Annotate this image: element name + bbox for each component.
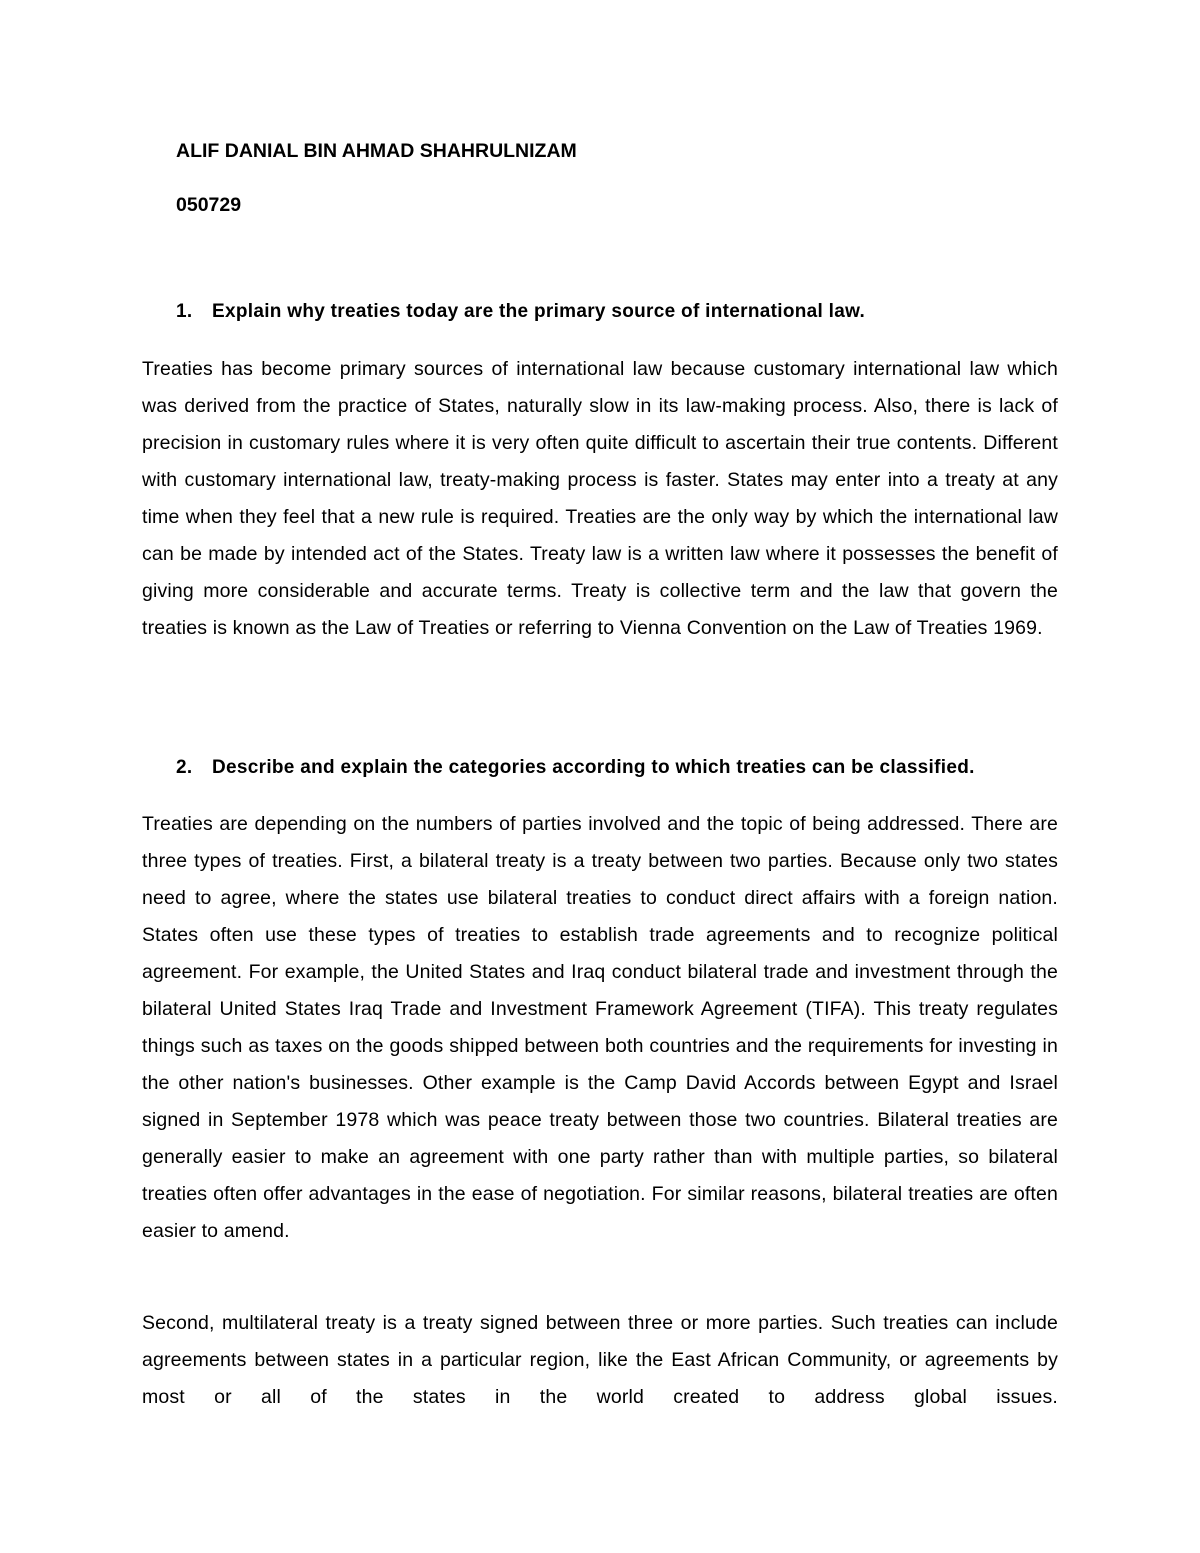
student-id: 050729: [176, 194, 242, 216]
question-1-text: Explain why treaties today are the primary source of international law.: [212, 301, 866, 322]
question-1-number: 1.: [176, 301, 193, 322]
author-name: ALIF DANIAL BIN AHMAD SHAHRULNIZAM: [176, 140, 577, 162]
answer-2-paragraph-1: Treaties are depending on the numbers of parties involved and the topic of being addressed. There are three types of treaties. First, a bilateral treaty is a treaty between two parties. Because only two states need to agree, where the states use bilateral treaties to conduct direct affairs with a foreign nation. States often use these types of treaties to establish trade agreements and to recognize political agreement. For example, the United States and Iraq conduct bilateral trade and investment through the bilateral United States Iraq Trade and Investment Framework Agreement (TIFA). This treaty regulates things such as taxes on the goods shipped between both countries and the requirements for investing in the other nation's businesses. Other example is the Camp David Accords between Egypt and Israel signed in September 1978 which was peace treaty between those two countries. Bilateral treaties are generally easier to make an agreement with one party rather than with multiple parties, so bilateral treaties often offer advantages in the ease of negotiation. For similar reasons, bilateral treaties are often easier to amend.: [142, 813, 1058, 1242]
question-2-number: 2.: [176, 757, 193, 778]
answer-1-paragraph: Treaties has become primary sources of international law because customary international law which was derived from the practice of States, naturally slow in its law-making process. Also, there is lack of precision in customary rules where it is very often quite difficult to ascertain their true contents. Different with customary international law, treaty-making process is faster. States may enter into a treaty at any time when they feel that a new rule is required. Treaties are the only way by which the international law can be made by intended act of the States. Treaty law is a written law where it possesses the benefit of giving more considerable and accurate terms. Treaty is collective term and the law that govern the treaties is known as the Law of Treaties or referring to Vienna Convention on the Law of Treaties 1969.: [142, 358, 1058, 639]
question-2-text: Describe and explain the categories according to which treaties can be classified.: [212, 757, 975, 778]
question-2-heading: [176, 757, 975, 779]
question-1-heading: [176, 301, 865, 323]
answer-2-paragraph-2: Second, multilateral treaty is a treaty signed between three or more parties. Such treaties can include agreements between states in a particular region, like the East African Community, or agreements by most or all of the states in the world created to address global issues.: [142, 1312, 1058, 1408]
